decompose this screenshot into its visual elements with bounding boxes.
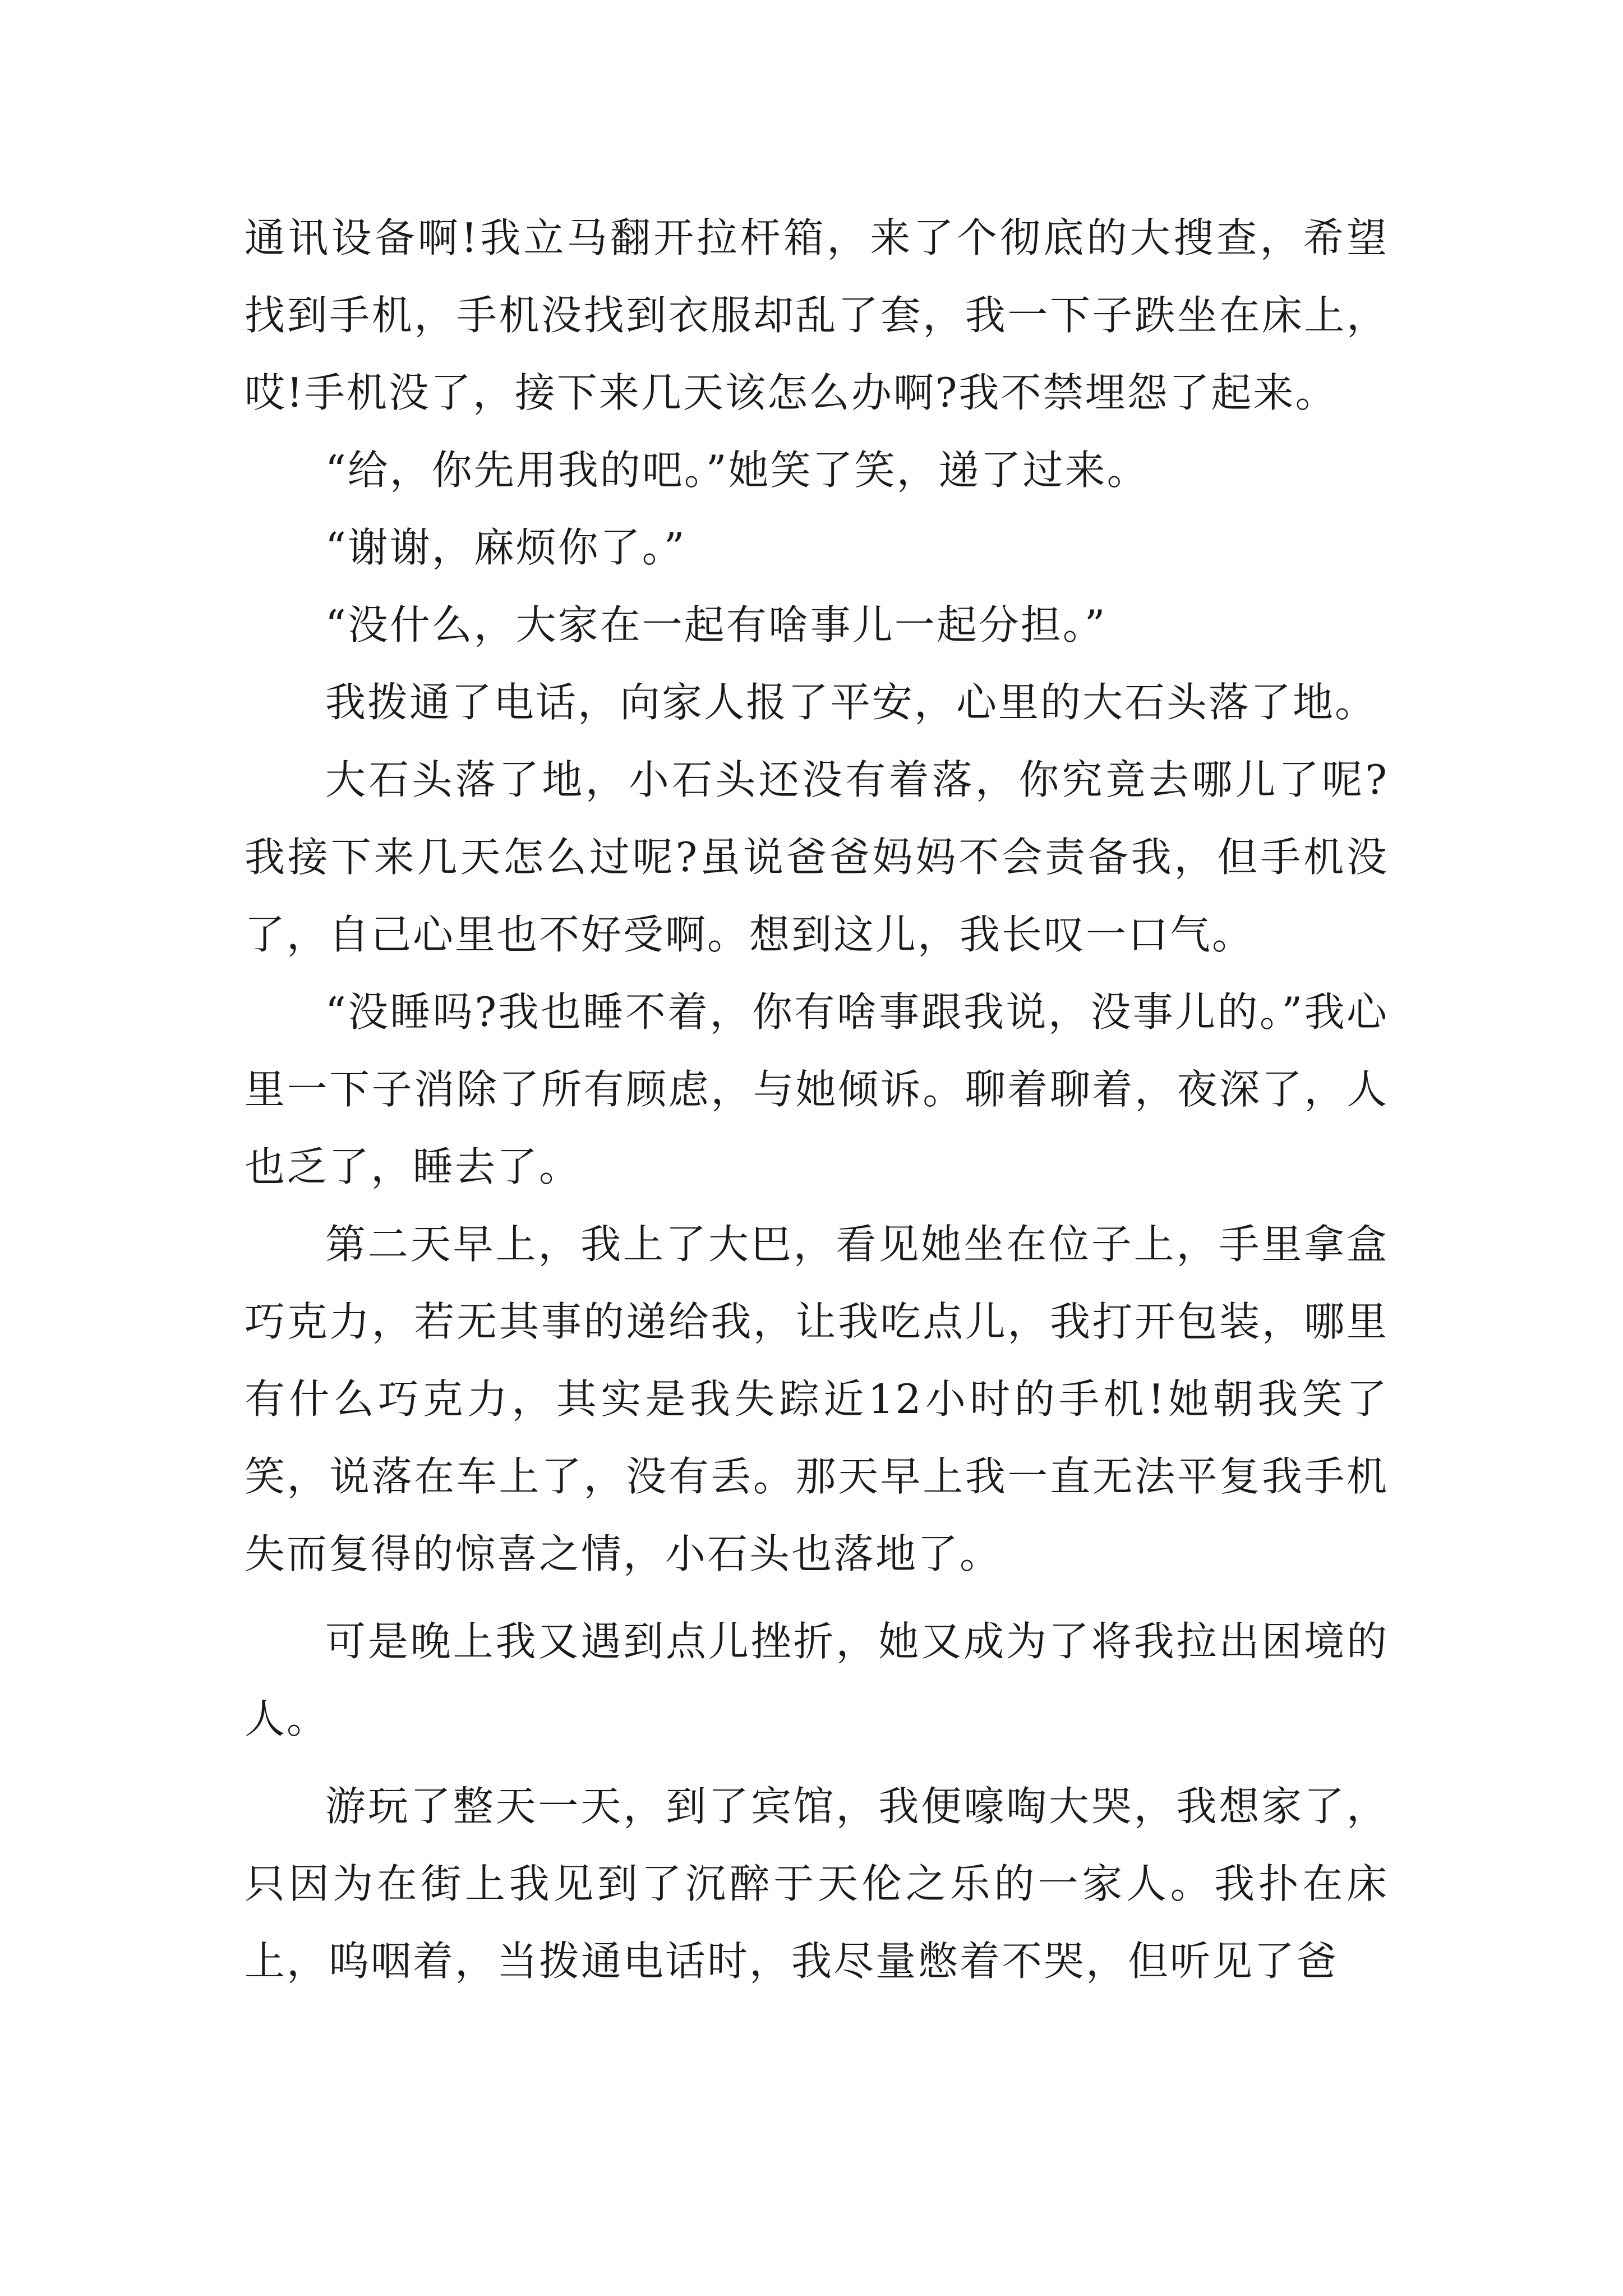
paragraph: 大石头落了地，小石头还没有着落，你究竟去哪儿了呢?我接下来几天怎么过呢?虽说爸爸妈妈不会责备我，但手机没了，自己心里也不好受啊。想到这儿，我长叹一口气。 — [245, 756, 1389, 958]
paragraph: “谢谢，麻烦你了。” — [325, 524, 686, 571]
paragraph: 第二天早上，我上了大巴，看见她坐在位子上，手里拿盒巧克力，若无其事的递给我，让我吃点儿，我打开包装，哪里有什么巧克力，其实是我失踪近12小时的手机!她朝我笑了笑，说落在车上了，没有丢。那天早上我一直无法平复我手机失而复得的惊喜之情，小石头也落地了。 — [245, 1221, 1389, 1577]
paragraph: 通讯设备啊!我立马翻开拉杆箱，来了个彻底的大搜查，希望找到手机，手机没找到衣服却乱了套，我一下子跌坐在床上，哎!手机没了，接下来几天该怎么办啊?我不禁埋怨了起来。 — [245, 214, 1389, 416]
paragraph: “没睡吗?我也睡不着，你有啥事跟我说，没事儿的。”我心里一下子消除了所有顾虑，与她倾诉。聊着聊着，夜深了，人也乏了，睡去了。 — [245, 988, 1389, 1190]
paragraph: 可是晚上我又遇到点儿挫折，她又成为了将我拉出困境的人。 — [245, 1618, 1389, 1742]
paragraph: 游玩了整天一天，到了宾馆，我便嚎啕大哭，我想家了，只因为在街上我见到了沉醉于天伦之乐的一家人。我扑在床上，呜咽着，当拨通电话时，我尽量憋着不哭，但听见了爸 — [245, 1783, 1389, 1985]
document-body — [245, 199, 1389, 2000]
paragraph: “给，你先用我的吧。”她笑了笑，递了过来。 — [325, 447, 1149, 494]
paragraph: 我拨通了电话，向家人报了平安，心里的大石头落了地。 — [325, 679, 1377, 726]
paragraph: “没什么，大家在一起有啥事儿一起分担。” — [325, 601, 1107, 648]
